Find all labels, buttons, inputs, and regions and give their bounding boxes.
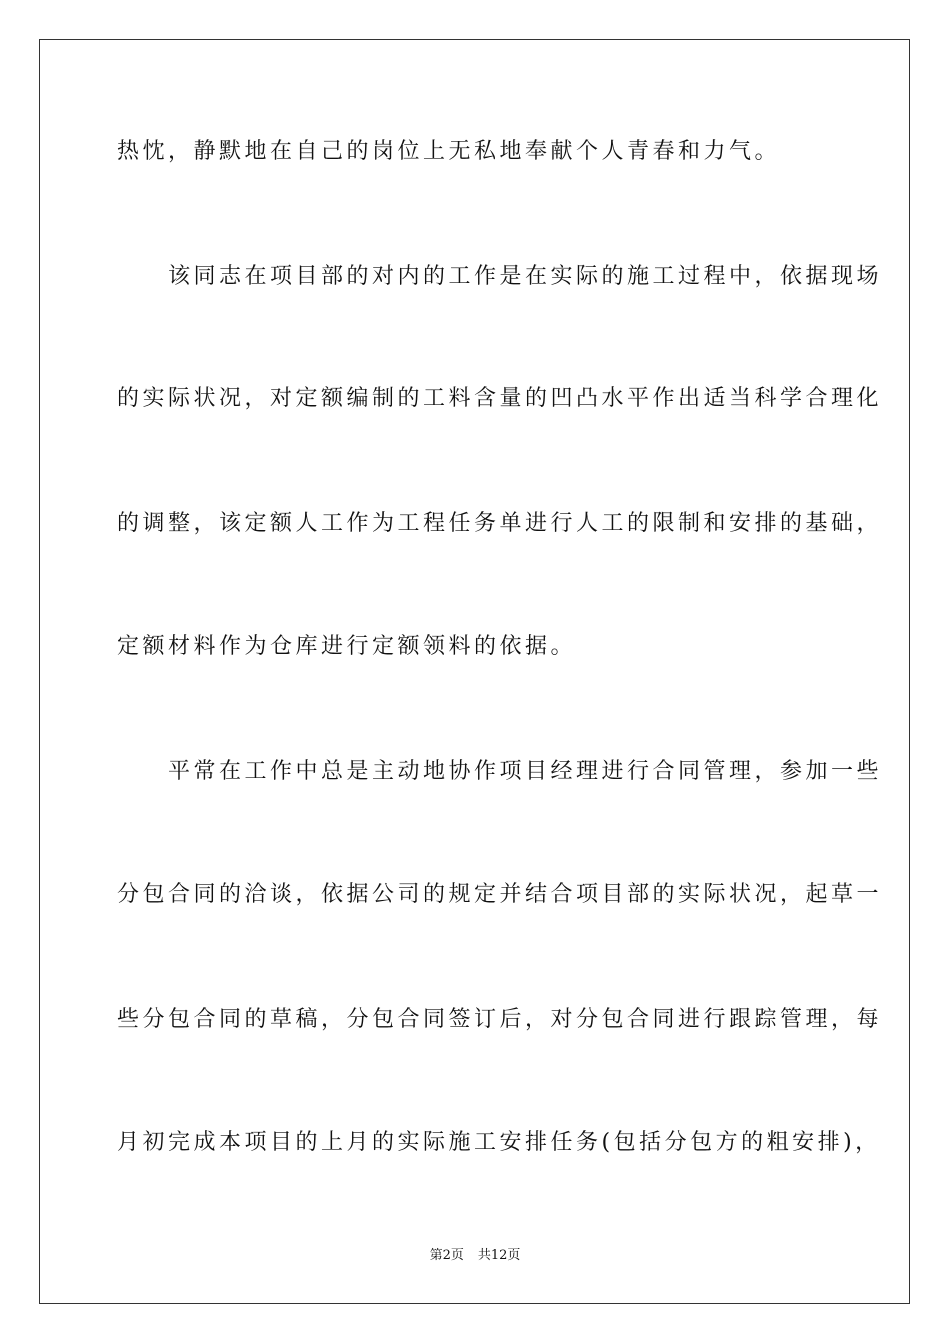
page-footer bbox=[0, 1247, 950, 1265]
text-line: 定额材料作为仓库进行定额领料的依据。 bbox=[117, 634, 577, 659]
text-line: 月初完成本项目的上月的实际施工安排任务(包括分包方的粗安排)， bbox=[117, 1130, 881, 1155]
text-line: 的调整，该定额人工作为工程任务单进行人工的限制和安排的基础， bbox=[117, 511, 883, 536]
text-line: 些分包合同的草稿，分包合同签订后，对分包合同进行跟踪管理，每 bbox=[117, 1007, 883, 1032]
page-number: 第2页 bbox=[429, 1248, 464, 1263]
text-line: 分包合同的洽谈，依据公司的规定并结合项目部的实际状况，起草一 bbox=[117, 882, 883, 907]
page-total: 共12页 bbox=[477, 1248, 521, 1263]
text-line: 平常在工作中总是主动地协作项目经理进行合同管理，参加一些 bbox=[117, 759, 883, 784]
text-line: 的实际状况，对定额编制的工料含量的凹凸水平作出适当科学合理化 bbox=[117, 386, 883, 411]
text-line: 该同志在项目部的对内的工作是在实际的施工过程中，依据现场 bbox=[117, 264, 883, 289]
text-line: 热忱，静默地在自己的岗位上无私地奉献个人青春和力气。 bbox=[117, 139, 781, 164]
page-border bbox=[39, 39, 910, 1304]
